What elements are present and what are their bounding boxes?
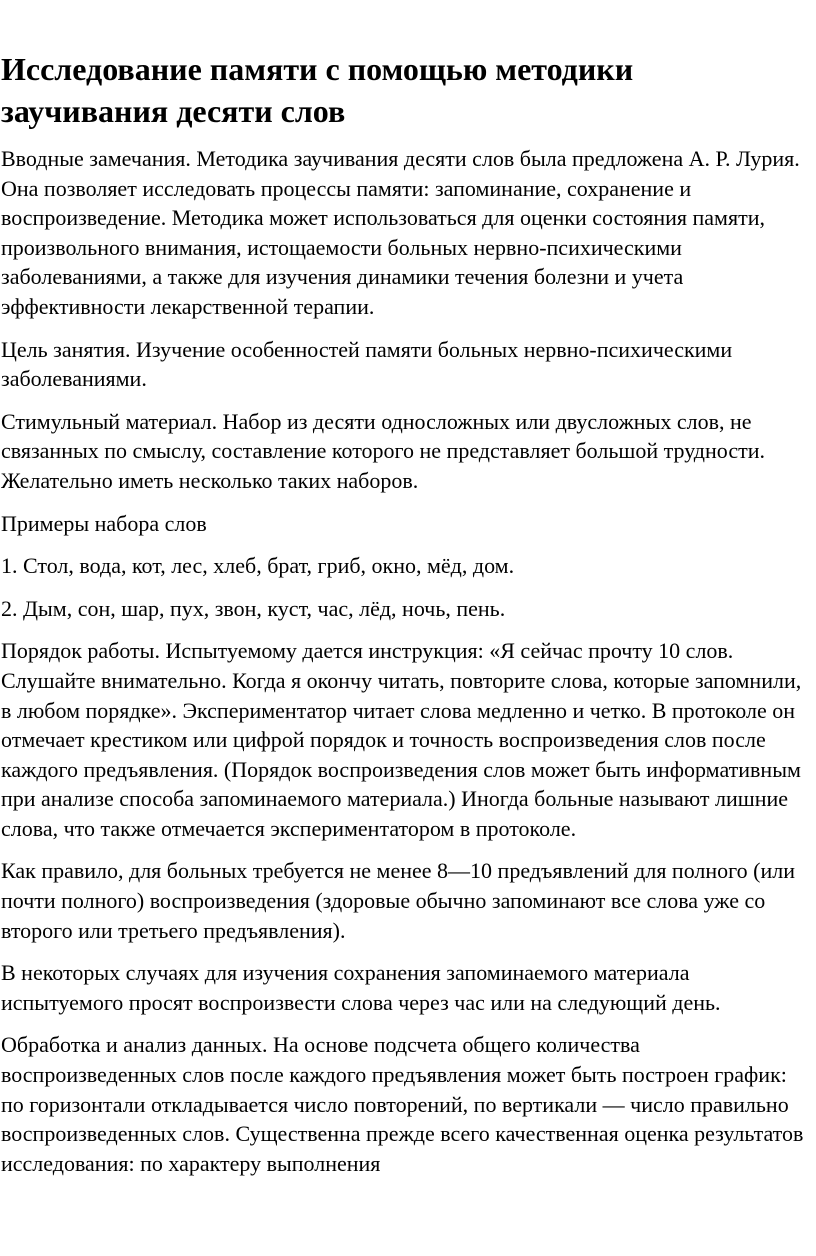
document-page bbox=[0, 48, 816, 1191]
document-title: Исследование памяти с помощью методики заучивания десяти слов bbox=[1, 51, 634, 129]
paragraph-example-set-1: 1. Стол, вода, кот, лес, хлеб, брат, гриб, окно, мёд, дом. bbox=[1, 553, 515, 579]
paragraph-analysis: Обработка и анализ данных. На основе подсчета общего количества воспроизведенных слов после каждого предъявления может быть построен график: по горизонтали откладывается число повторений, по вертикали — число правильно воспроизведенных слов. Существенна прежде всего качественная оценка результатов исследования: по характеру выполнения bbox=[1, 1032, 804, 1176]
paragraph-intro: Вводные замечания. Методика заучивания десяти слов была предложена А. Р. Лурия. Она позволяет исследовать процессы памяти: запоминание, сохранение и воспроизведение. Методика может использоваться для оценки состояния памяти, произвольного внимания, истощаемости больных нервно-психическими заболеваниями, а также для изучения динамики течения болезни и учета эффективности лекарственной терапии. bbox=[1, 146, 800, 319]
paragraph-example-set-2: 2. Дым, сон, шар, пух, звон, куст, час, лёд, ночь, пень. bbox=[1, 595, 506, 621]
paragraph-goal: Цель занятия. Изучение особенностей памяти больных нервно-психическими заболеваниями. bbox=[1, 336, 733, 392]
paragraph-examples-heading: Примеры набора слов bbox=[1, 510, 207, 536]
paragraph-retention: В некоторых случаях для изучения сохранения запоминаемого материала испытуемого просят воспроизвести слова через час или на следующий день. bbox=[1, 960, 721, 1015]
paragraph-procedure: Порядок работы. Испытуемому дается инструкция: «Я сейчас прочту 10 слов. Слушайте внимательно. Когда я окончу читать, повторите слова, которые запомнили, в любом порядке». Экспериментатор читает слова медленно и четко. В протоколе он отмечает крестиком или цифрой порядок и точность воспроизведения слов после каждого предъявления. (Порядок воспроизведения слов может быть информативным при анализе способа запоминаемого материала.) Иногда больные называют лишние слова, что также отмечается экспериментатором в протоколе. bbox=[1, 638, 802, 841]
paragraph-stimulus: Стимульный материал. Набор из десяти односложных или двусложных слов, не связанных по смыслу, составление которого не представляет большой трудности. Желательно иметь несколько таких наборов. bbox=[1, 408, 765, 493]
paragraph-repetitions: Как правило, для больных требуется не менее 8—10 предъявлений для полного (или почти полного) воспроизведения (здоровые обычно запоминают все слова уже со второго или третьего предъявления). bbox=[1, 858, 795, 943]
